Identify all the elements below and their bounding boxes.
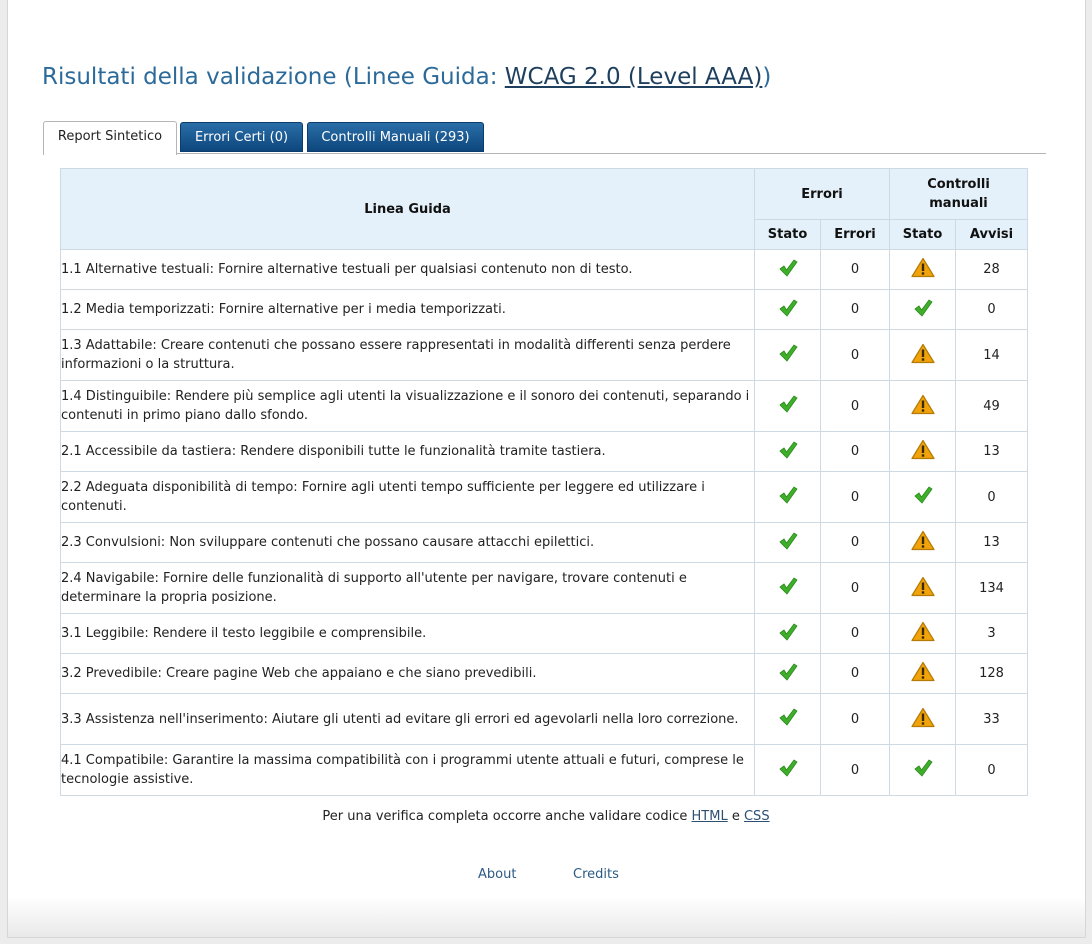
manual-status-cell: [890, 694, 956, 745]
guidelines-link[interactable]: WCAG 2.0 (Level AAA): [504, 64, 763, 90]
table-row: [61, 290, 1028, 330]
guideline-text: 2.3 Convulsioni: Non sviluppare contenuti che possano causare attacchi epilettici.: [61, 523, 755, 563]
error-status-cell: [755, 290, 821, 330]
warning-count: 13: [956, 523, 1028, 563]
table-row: [61, 381, 1028, 432]
error-status-cell: [755, 614, 821, 654]
table-row: [61, 563, 1028, 614]
check-icon: [778, 485, 798, 509]
report-table-body: [61, 250, 1028, 796]
error-count: 0: [821, 472, 890, 523]
error-status-cell: [755, 250, 821, 290]
error-count: 0: [821, 614, 890, 654]
check-icon: [778, 758, 798, 782]
table-row: [61, 614, 1028, 654]
manual-status-cell: [890, 472, 956, 523]
check-icon: [778, 440, 798, 464]
table-row: [61, 432, 1028, 472]
check-icon: [778, 394, 798, 418]
table-row: [61, 654, 1028, 694]
check-icon: [778, 258, 798, 282]
warning-count: 49: [956, 381, 1028, 432]
header-stato-manuali: Stato: [890, 220, 956, 250]
warning-count: 33: [956, 694, 1028, 745]
error-count: 0: [821, 432, 890, 472]
manual-status-cell: [890, 523, 956, 563]
header-errori: Errori: [821, 220, 890, 250]
warning-icon: [911, 661, 935, 686]
manual-status-cell: [890, 654, 956, 694]
tab-errori-certi[interactable]: Errori Certi (0): [180, 122, 303, 152]
warning-count: 0: [956, 745, 1028, 796]
warning-count: 128: [956, 654, 1028, 694]
page-title: [42, 64, 771, 90]
footer-note-text: Per una verifica completa occorre anche validare codice: [322, 809, 692, 824]
warning-icon: [911, 439, 935, 464]
error-count: 0: [821, 250, 890, 290]
error-status-cell: [755, 563, 821, 614]
guideline-text: 1.4 Distinguibile: Rendere più semplice agli utenti la visualizzazione e il sonoro dei contenuti, separando i contenuti in primo piano dallo sfondo.: [61, 381, 755, 432]
table-row: [61, 472, 1028, 523]
manual-status-cell: [890, 330, 956, 381]
check-icon: [913, 485, 933, 509]
about-link[interactable]: About: [478, 867, 517, 882]
check-icon: [778, 576, 798, 600]
guideline-text: 2.2 Adeguata disponibilità di tempo: Fornire agli utenti tempo sufficiente per leggere ed utilizzare i contenuti.: [61, 472, 755, 523]
error-status-cell: [755, 694, 821, 745]
table-row: [61, 523, 1028, 563]
error-count: 0: [821, 381, 890, 432]
check-icon: [913, 298, 933, 322]
error-status-cell: [755, 745, 821, 796]
check-icon: [913, 758, 933, 782]
table-row: [61, 745, 1028, 796]
page-bottom-shade: [8, 897, 1085, 937]
warning-icon: [911, 394, 935, 419]
manual-status-cell: [890, 614, 956, 654]
error-count: 0: [821, 563, 890, 614]
tab-bar-line: [43, 153, 1046, 154]
warning-count: 0: [956, 290, 1028, 330]
guideline-text: 1.3 Adattabile: Creare contenuti che possano essere rappresentati in modalità differenti senza perdere informazioni o la struttura.: [61, 330, 755, 381]
warning-icon: [911, 343, 935, 368]
error-count: 0: [821, 654, 890, 694]
guideline-text: 4.1 Compatibile: Garantire la massima compatibilità con i programmi utente attuali e futuri, comprese le tecnologie assistive.: [61, 745, 755, 796]
check-icon: [778, 622, 798, 646]
header-controlli-manuali-label: Controlli manuali: [927, 177, 990, 211]
check-icon: [778, 662, 798, 686]
manual-status-cell: [890, 290, 956, 330]
warning-icon: [911, 621, 935, 646]
header-errori-group: Errori: [755, 169, 890, 220]
css-validator-link[interactable]: CSS: [743, 809, 770, 824]
page-title-suffix: ): [762, 64, 772, 90]
error-status-cell: [755, 330, 821, 381]
report-table: [60, 168, 1028, 796]
warning-count: 14: [956, 330, 1028, 381]
guideline-text: 2.4 Navigabile: Fornire delle funzionalità di supporto all'utente per navigare, trovare contenuti e determinare la propria posizione.: [61, 563, 755, 614]
error-status-cell: [755, 654, 821, 694]
check-icon: [778, 707, 798, 731]
page-title-prefix: Risultati della validazione (Linee Guida:: [42, 64, 505, 90]
guideline-text: 3.2 Prevedibile: Creare pagine Web che appaiano e che siano prevedibili.: [61, 654, 755, 694]
guideline-text: 3.3 Assistenza nell'inserimento: Aiutare gli utenti ad evitare gli errori ed agevolarli nella loro correzione.: [61, 694, 755, 745]
error-count: 0: [821, 523, 890, 563]
error-count: 0: [821, 330, 890, 381]
guideline-text: 1.2 Media temporizzati: Fornire alternative per i media temporizzati.: [61, 290, 755, 330]
credits-link[interactable]: Credits: [573, 867, 619, 882]
warning-icon: [911, 576, 935, 601]
manual-status-cell: [890, 563, 956, 614]
tab-report-sintetico[interactable]: Report Sintetico: [43, 121, 177, 155]
manual-status-cell: [890, 250, 956, 290]
warning-count: 0: [956, 472, 1028, 523]
footer-note-conj: e: [727, 809, 744, 824]
table-row: [61, 694, 1028, 745]
error-status-cell: [755, 472, 821, 523]
table-row: [61, 330, 1028, 381]
guideline-text: 2.1 Accessibile da tastiera: Rendere disponibili tutte le funzionalità tramite tastiera.: [61, 432, 755, 472]
error-count: 0: [821, 694, 890, 745]
check-icon: [778, 531, 798, 555]
warning-icon: [911, 707, 935, 732]
manual-status-cell: [890, 432, 956, 472]
manual-status-cell: [890, 381, 956, 432]
html-validator-link[interactable]: HTML: [691, 809, 728, 824]
warning-count: 3: [956, 614, 1028, 654]
guideline-text: 3.1 Leggibile: Rendere il testo leggibile e comprensibile.: [61, 614, 755, 654]
warning-count: 13: [956, 432, 1028, 472]
warning-icon: [911, 257, 935, 282]
check-icon: [778, 343, 798, 367]
footer-note: [0, 809, 1092, 824]
tab-bar: [43, 121, 1046, 155]
warning-count: 134: [956, 563, 1028, 614]
tab-controlli-manuali[interactable]: Controlli Manuali (293): [307, 122, 484, 152]
error-status-cell: [755, 432, 821, 472]
guideline-text: 1.1 Alternative testuali: Fornire alternative testuali per qualsiasi contenuto non di testo.: [61, 250, 755, 290]
manual-status-cell: [890, 745, 956, 796]
warning-icon: [911, 530, 935, 555]
header-controlli-manuali-group: [890, 169, 1028, 220]
error-count: 0: [821, 290, 890, 330]
header-stato-errori: Stato: [755, 220, 821, 250]
header-linea-guida: Linea Guida: [61, 169, 755, 250]
warning-count: 28: [956, 250, 1028, 290]
error-count: 0: [821, 745, 890, 796]
error-status-cell: [755, 523, 821, 563]
header-avvisi: Avvisi: [956, 220, 1028, 250]
table-row: [61, 250, 1028, 290]
check-icon: [778, 298, 798, 322]
error-status-cell: [755, 381, 821, 432]
